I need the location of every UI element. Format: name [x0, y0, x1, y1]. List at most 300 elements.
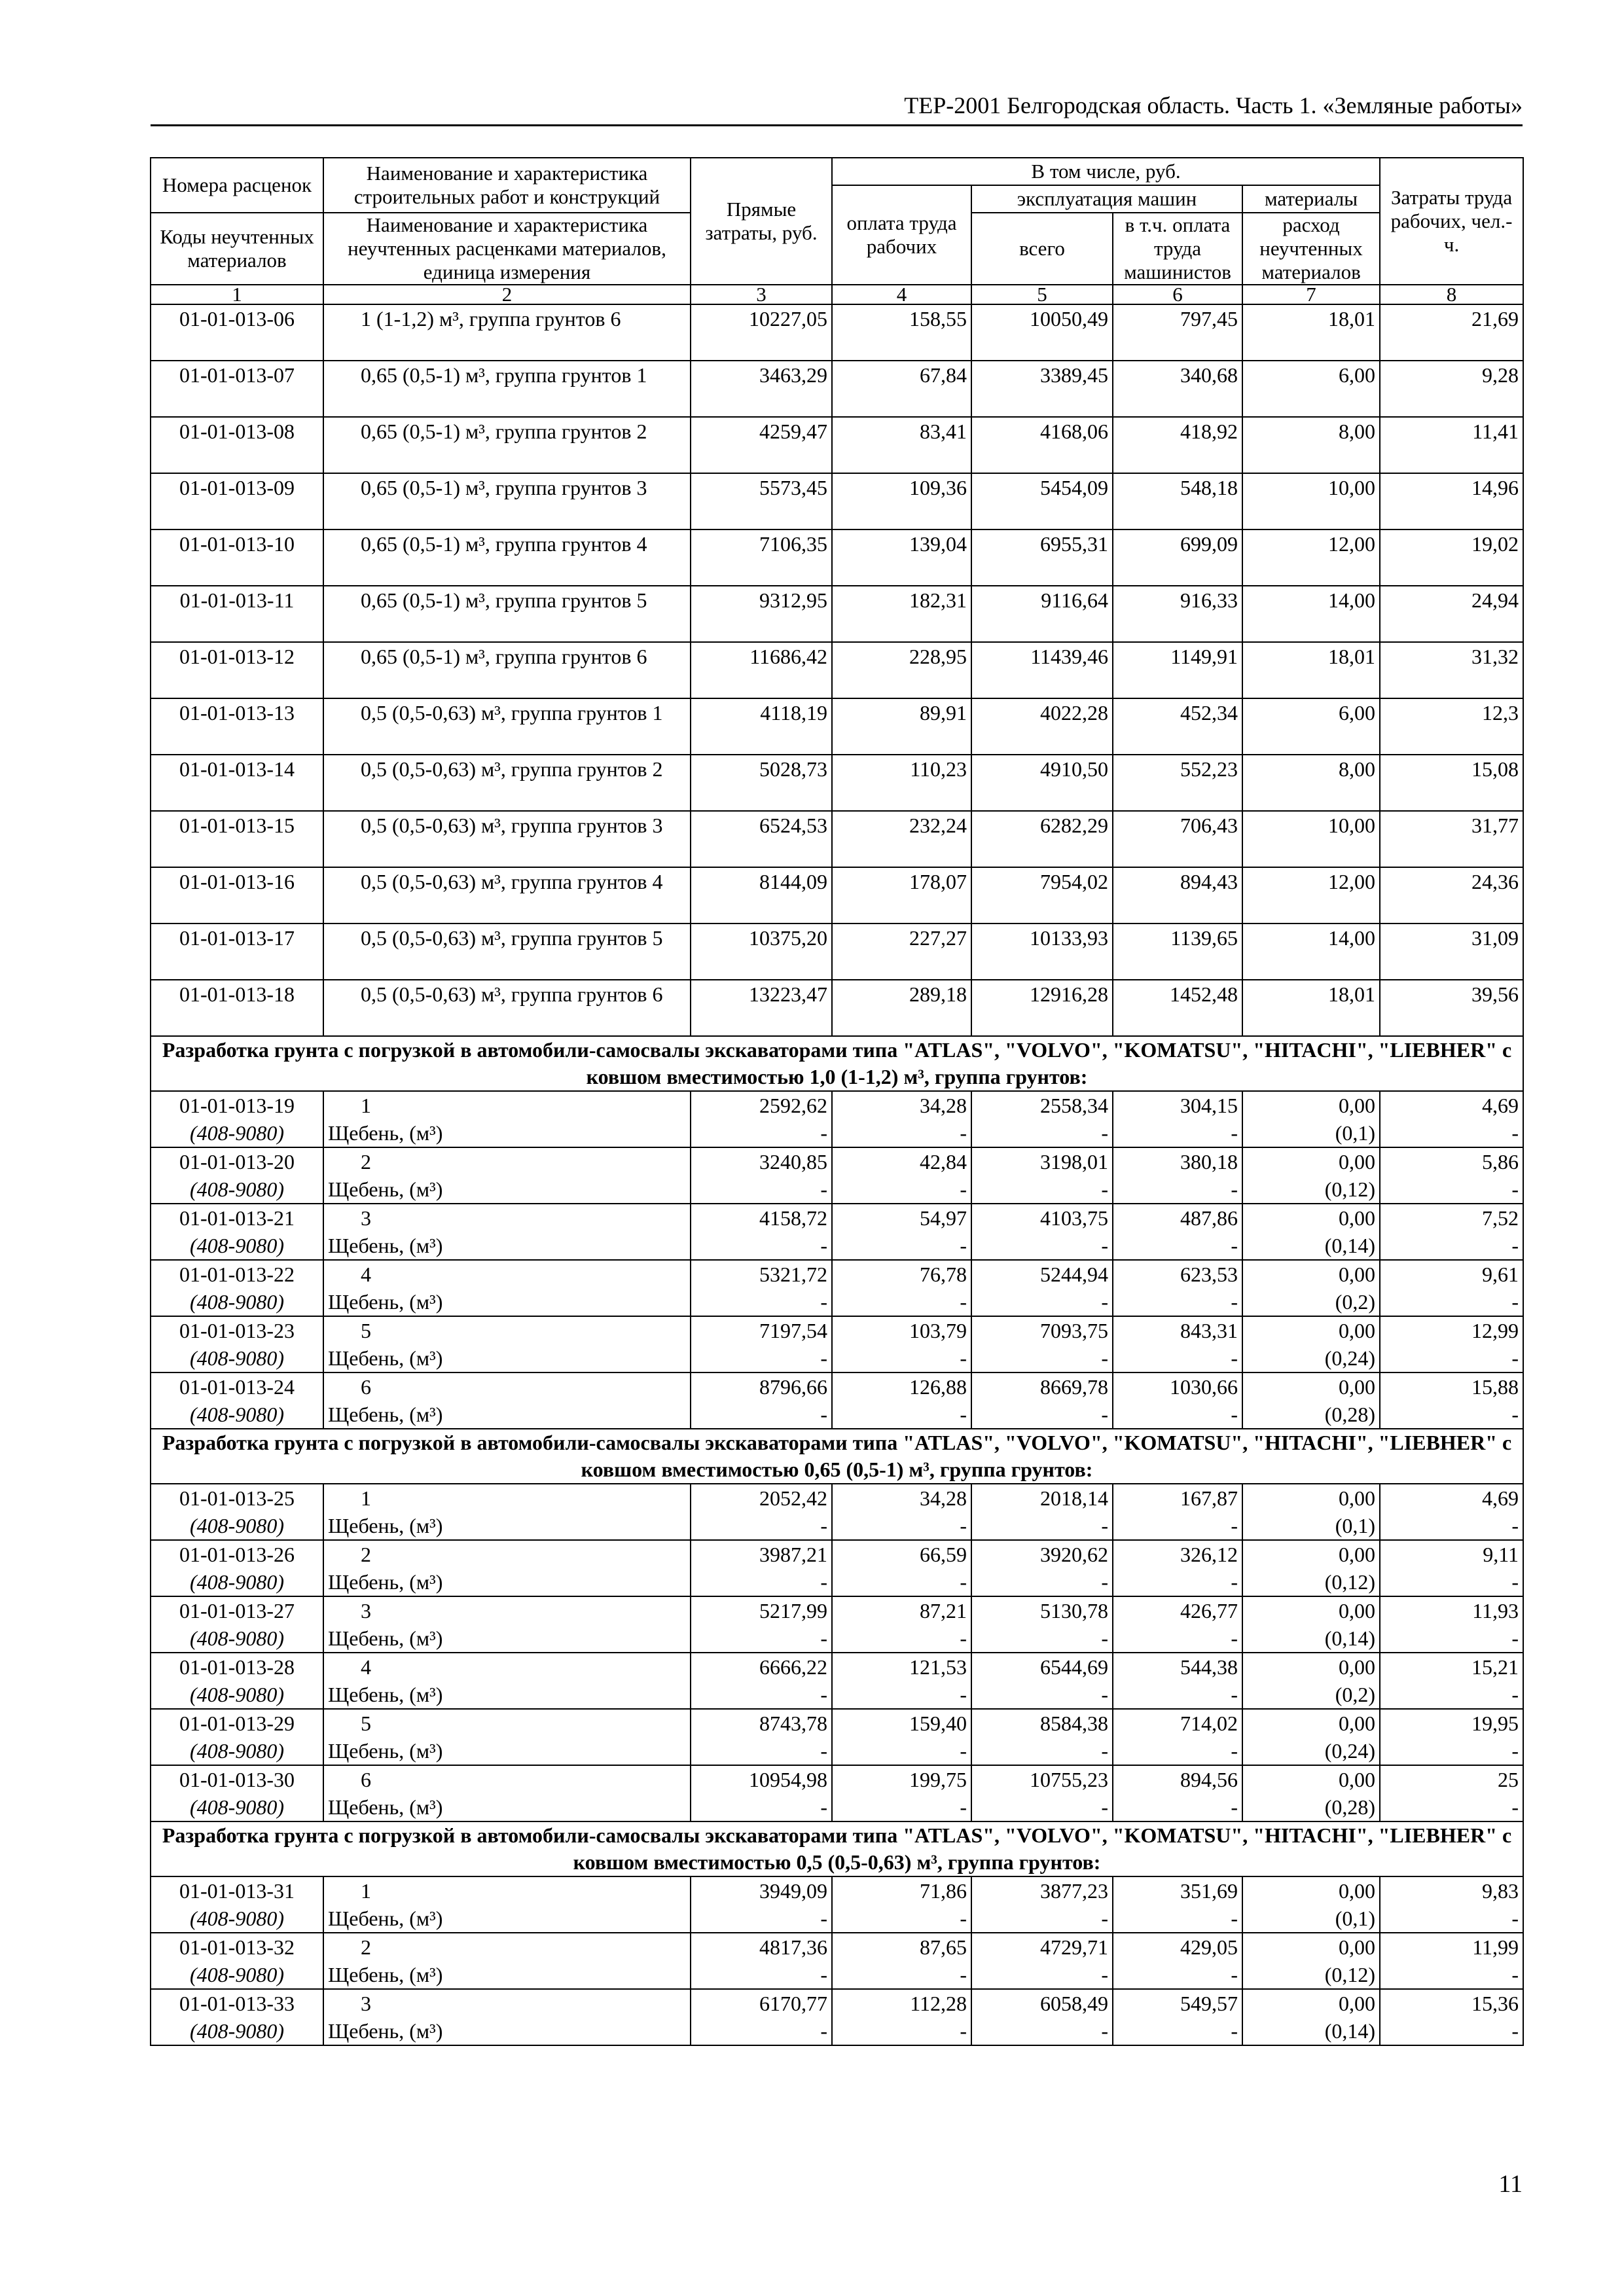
machine-total-cell	[971, 1876, 1113, 1933]
work-name: 0,5 (0,5-0,63) м³, группа грунтов 4	[323, 867, 691, 924]
machine-total: 10133,93	[971, 924, 1113, 980]
rate-code: 01-01-013-30	[179, 1768, 295, 1791]
table-row	[151, 755, 1523, 811]
table-row	[151, 417, 1523, 473]
material-direct: -	[820, 2019, 827, 2043]
materials-cell	[1242, 1933, 1380, 1989]
material-direct: -	[820, 1795, 827, 1819]
material-code: (408-9080)	[190, 1963, 284, 1986]
labor-costs: 9,61	[1482, 1263, 1519, 1286]
worker-pay-cell	[832, 1484, 971, 1540]
table-row	[151, 1147, 1523, 1204]
rate-code-cell	[151, 1484, 323, 1540]
material-mach: -	[1101, 1907, 1108, 1930]
direct-costs: 13223,47	[691, 980, 832, 1036]
machinist-pay: 916,33	[1113, 586, 1242, 642]
worker-pay: 89,91	[832, 698, 971, 755]
material-machpay: -	[1231, 1290, 1238, 1314]
material-name: Щебень, (м³)	[328, 1963, 443, 1986]
materials: 8,00	[1242, 755, 1380, 811]
materials: 14,00	[1242, 586, 1380, 642]
machinist-pay: 1139,65	[1113, 924, 1242, 980]
rate-code: 01-01-013-18	[151, 980, 323, 1036]
material-consumption: (0,12)	[1324, 1177, 1376, 1201]
labor-costs: 14,96	[1380, 473, 1523, 529]
section-title: Разработка грунта с погрузкой в автомобили-самосвалы экскаваторами типа "ATLAS", "VOLVO", "KOMATSU", "HITACHI", "LIEBHER" с ковшом вместимостью 0,5 (0,5-0,63) м³, группа грунтов:	[151, 1821, 1523, 1876]
material-mach: -	[1101, 1290, 1108, 1314]
material-mach: -	[1101, 1121, 1108, 1145]
work-name: 0,65 (0,5-1) м³, группа грунтов 6	[323, 642, 691, 698]
machine-total-cell	[971, 1316, 1113, 1372]
table-row	[151, 1260, 1523, 1316]
rate-code: 01-01-013-29	[179, 1712, 295, 1735]
work-name: 0,65 (0,5-1) м³, группа грунтов 5	[323, 586, 691, 642]
labor-costs: 31,77	[1380, 811, 1523, 867]
material-name: Щебень, (м³)	[328, 1346, 443, 1370]
material-pay: -	[960, 1514, 967, 1537]
worker-pay: 71,86	[920, 1879, 967, 1903]
direct-costs: 4817,36	[759, 1935, 827, 1959]
material-direct: -	[820, 1234, 827, 1257]
material-machpay: -	[1231, 1683, 1238, 1706]
work-name: 0,5 (0,5-0,63) м³, группа грунтов 2	[323, 755, 691, 811]
worker-pay: 34,28	[920, 1094, 967, 1117]
material-mach: -	[1101, 1739, 1108, 1763]
machinist-pay-cell	[1113, 1316, 1242, 1372]
machinist-pay: 699,09	[1113, 529, 1242, 586]
work-name-cell	[323, 1876, 691, 1933]
direct-costs: 6524,53	[691, 811, 832, 867]
rate-code-cell	[151, 1204, 323, 1260]
material-pay: -	[960, 1795, 967, 1819]
materials-cell	[1242, 1876, 1380, 1933]
rate-code-cell	[151, 1372, 323, 1429]
work-name-cell	[323, 1147, 691, 1204]
machinist-pay-cell	[1113, 1147, 1242, 1204]
machinist-pay-cell	[1113, 1653, 1242, 1709]
rate-code-cell	[151, 1147, 323, 1204]
table-row	[151, 811, 1523, 867]
section-title: Разработка грунта с погрузкой в автомобили-самосвалы экскаваторами типа "ATLAS", "VOLVO", "KOMATSU", "HITACHI", "LIEBHER" с ковшом вместимостью 0,65 (0,5-1) м³, группа грунтов:	[151, 1429, 1523, 1484]
rate-code: 01-01-013-31	[179, 1879, 295, 1903]
machine-total: 6282,29	[971, 811, 1113, 867]
page-number: 11	[1498, 2170, 1523, 2198]
machinist-pay-cell	[1113, 1091, 1242, 1147]
work-name-cell	[323, 1484, 691, 1540]
machine-total-cell	[971, 1709, 1113, 1765]
material-code: (408-9080)	[190, 1346, 284, 1370]
labor-costs: 12,99	[1471, 1319, 1519, 1342]
machinist-pay: 1149,91	[1113, 642, 1242, 698]
labor-costs: 19,95	[1471, 1712, 1519, 1735]
material-consumption: (0,28)	[1324, 1795, 1376, 1819]
machinist-pay-cell	[1113, 1765, 1242, 1821]
worker-pay-cell	[832, 1316, 971, 1372]
worker-pay: 76,78	[920, 1263, 967, 1286]
machinist-pay: 706,43	[1113, 811, 1242, 867]
section-row	[151, 1036, 1523, 1091]
material-direct: -	[820, 1514, 827, 1537]
work-name: 6	[361, 1375, 371, 1399]
table-row	[151, 698, 1523, 755]
material-direct: -	[820, 1570, 827, 1594]
machinist-pay: 340,68	[1113, 361, 1242, 417]
direct-costs-cell	[691, 1372, 832, 1429]
materials-cell	[1242, 1204, 1380, 1260]
labor-costs-cell	[1380, 1540, 1523, 1596]
table-row	[151, 1653, 1523, 1709]
column-number: 5	[971, 285, 1113, 304]
material-pay: -	[960, 1963, 967, 1986]
direct-costs-cell	[691, 1484, 832, 1540]
labor-costs-cell	[1380, 1989, 1523, 2045]
worker-pay-cell	[832, 1147, 971, 1204]
material-labor: -	[1511, 1177, 1519, 1201]
material-direct: -	[820, 1907, 827, 1930]
material-machpay: -	[1231, 1963, 1238, 1986]
machine-total-cell	[971, 1765, 1113, 1821]
rate-code-cell	[151, 1653, 323, 1709]
machinist-pay: 380,18	[1180, 1150, 1238, 1174]
labor-costs-cell	[1380, 1596, 1523, 1653]
table-header	[151, 158, 1523, 304]
direct-costs: 11686,42	[691, 642, 832, 698]
work-name: 3	[361, 1992, 371, 2015]
material-name: Щебень, (м³)	[328, 1514, 443, 1537]
material-name: Щебень, (м³)	[328, 1121, 443, 1145]
material-machpay: -	[1231, 1514, 1238, 1537]
work-name-cell	[323, 1933, 691, 1989]
machine-total: 6955,31	[971, 529, 1113, 586]
material-machpay: -	[1231, 1121, 1238, 1145]
material-labor: -	[1511, 1626, 1519, 1650]
direct-costs: 9312,95	[691, 586, 832, 642]
work-name-cell	[323, 1372, 691, 1429]
material-direct: -	[820, 1177, 827, 1201]
material-pay: -	[960, 1683, 967, 1706]
material-mach: -	[1101, 1570, 1108, 1594]
rate-code: 01-01-013-10	[151, 529, 323, 586]
direct-costs-cell	[691, 1596, 832, 1653]
machine-total: 3198,01	[1040, 1150, 1108, 1174]
work-name: 1	[361, 1486, 371, 1510]
materials-cell	[1242, 1765, 1380, 1821]
machinist-pay-cell	[1113, 1484, 1242, 1540]
materials: 0,00	[1339, 1655, 1376, 1679]
material-code: (408-9080)	[190, 1795, 284, 1819]
materials-cell	[1242, 1372, 1380, 1429]
worker-pay: 109,36	[832, 473, 971, 529]
work-name: 0,5 (0,5-0,63) м³, группа грунтов 6	[323, 980, 691, 1036]
worker-pay-cell	[832, 1204, 971, 1260]
worker-pay-cell	[832, 1765, 971, 1821]
labor-costs: 11,99	[1472, 1935, 1519, 1959]
rate-code: 01-01-013-13	[151, 698, 323, 755]
machine-total: 4910,50	[971, 755, 1113, 811]
worker-pay-cell	[832, 1653, 971, 1709]
work-name: 4	[361, 1655, 371, 1679]
material-pay: -	[960, 1121, 967, 1145]
labor-costs: 15,36	[1471, 1992, 1519, 2015]
direct-costs: 5573,45	[691, 473, 832, 529]
work-name-cell	[323, 1091, 691, 1147]
work-name: 4	[361, 1263, 371, 1286]
machinist-pay: 549,57	[1180, 1992, 1238, 2015]
material-pay: -	[960, 1290, 967, 1314]
worker-pay: 112,28	[910, 1992, 967, 2015]
material-name: Щебень, (м³)	[328, 1626, 443, 1650]
machinist-pay-cell	[1113, 1540, 1242, 1596]
material-consumption: (0,14)	[1324, 2019, 1376, 2043]
material-pay: -	[960, 2019, 967, 2043]
direct-costs: 3463,29	[691, 361, 832, 417]
table-row	[151, 1933, 1523, 1989]
machinist-pay: 304,15	[1180, 1094, 1238, 1117]
column-number: 3	[691, 285, 832, 304]
material-pay: -	[960, 1570, 967, 1594]
rate-code: 01-01-013-20	[179, 1150, 295, 1174]
materials: 0,00	[1339, 1768, 1376, 1791]
machine-total-cell	[971, 1596, 1113, 1653]
machine-total-cell	[971, 1147, 1113, 1204]
column-number: 6	[1113, 285, 1242, 304]
labor-costs-cell	[1380, 1372, 1523, 1429]
work-name: 0,65 (0,5-1) м³, группа грунтов 3	[323, 473, 691, 529]
direct-costs-cell	[691, 1091, 832, 1147]
table-row	[151, 1204, 1523, 1260]
rates-table	[150, 157, 1524, 2046]
rate-code-cell	[151, 1596, 323, 1653]
material-labor: -	[1511, 1346, 1519, 1370]
table-body	[151, 304, 1523, 2045]
material-name: Щебень, (м³)	[328, 1795, 443, 1819]
work-name: 0,65 (0,5-1) м³, группа грунтов 4	[323, 529, 691, 586]
rate-code: 01-01-013-23	[179, 1319, 295, 1342]
material-consumption: (0,24)	[1324, 1346, 1376, 1370]
materials-cell	[1242, 1091, 1380, 1147]
worker-pay: 87,65	[920, 1935, 967, 1959]
work-name-cell	[323, 1596, 691, 1653]
material-name: Щебень, (м³)	[328, 1403, 443, 1426]
machinist-pay: 894,43	[1113, 867, 1242, 924]
material-pay: -	[960, 1739, 967, 1763]
worker-pay: 66,59	[920, 1543, 967, 1566]
direct-costs: 5321,72	[759, 1263, 827, 1286]
material-pay: -	[960, 1626, 967, 1650]
materials-cell	[1242, 1653, 1380, 1709]
machine-total: 3877,23	[1040, 1879, 1108, 1903]
material-labor: -	[1511, 1121, 1519, 1145]
direct-costs: 2052,42	[759, 1486, 827, 1510]
rate-code: 01-01-013-06	[151, 304, 323, 361]
machinist-pay: 487,86	[1180, 1206, 1238, 1230]
work-name: 0,5 (0,5-0,63) м³, группа грунтов 5	[323, 924, 691, 980]
material-labor: -	[1511, 1514, 1519, 1537]
machine-total-cell	[971, 1540, 1113, 1596]
material-labor: -	[1511, 1907, 1519, 1930]
machine-total: 7954,02	[971, 867, 1113, 924]
materials-cell	[1242, 1596, 1380, 1653]
material-mach: -	[1101, 2019, 1108, 2043]
material-labor: -	[1511, 1739, 1519, 1763]
material-mach: -	[1101, 1795, 1108, 1819]
worker-pay-cell	[832, 1989, 971, 2045]
machine-total-cell	[971, 1260, 1113, 1316]
direct-costs-cell	[691, 1316, 832, 1372]
material-name: Щебень, (м³)	[328, 2019, 443, 2043]
material-direct: -	[820, 1346, 827, 1370]
machine-total-cell	[971, 1372, 1113, 1429]
materials: 0,00	[1339, 1375, 1376, 1399]
materials: 0,00	[1339, 1486, 1376, 1510]
direct-costs-cell	[691, 1147, 832, 1204]
materials: 18,01	[1242, 304, 1380, 361]
worker-pay: 126,88	[909, 1375, 967, 1399]
machine-total: 2018,14	[1040, 1486, 1108, 1510]
labor-costs: 9,11	[1483, 1543, 1519, 1566]
machinist-pay: 167,87	[1180, 1486, 1238, 1510]
machinist-pay: 351,69	[1180, 1879, 1238, 1903]
machine-total: 5130,78	[1040, 1599, 1108, 1623]
material-machpay: -	[1231, 1403, 1238, 1426]
header-direct-costs: Прямые затраты, руб.	[691, 158, 832, 285]
rate-code: 01-01-013-21	[179, 1206, 295, 1230]
section-row	[151, 1429, 1523, 1484]
worker-pay: 103,79	[909, 1319, 967, 1342]
material-mach: -	[1101, 1346, 1108, 1370]
material-labor: -	[1511, 1570, 1519, 1594]
worker-pay: 199,75	[909, 1768, 967, 1791]
labor-costs: 9,28	[1380, 361, 1523, 417]
machinist-pay-cell	[1113, 1876, 1242, 1933]
labor-costs: 4,69	[1482, 1094, 1519, 1117]
machine-total: 4729,71	[1040, 1935, 1108, 1959]
worker-pay-cell	[832, 1933, 971, 1989]
direct-costs: 7106,35	[691, 529, 832, 586]
material-consumption: (0,14)	[1324, 1234, 1376, 1257]
machine-total: 7093,75	[1040, 1319, 1108, 1342]
material-consumption: (0,28)	[1324, 1403, 1376, 1426]
work-name: 1	[361, 1879, 371, 1903]
materials: 0,00	[1339, 1150, 1376, 1174]
worker-pay: 139,04	[832, 529, 971, 586]
worker-pay: 289,18	[832, 980, 971, 1036]
direct-costs: 8144,09	[691, 867, 832, 924]
materials-cell	[1242, 1540, 1380, 1596]
labor-costs: 15,88	[1471, 1375, 1519, 1399]
header-worker-pay: оплата труда рабочих	[832, 185, 971, 285]
material-mach: -	[1101, 1403, 1108, 1426]
column-number: 4	[832, 285, 971, 304]
direct-costs: 8796,66	[759, 1375, 827, 1399]
table-row	[151, 361, 1523, 417]
work-name: 0,65 (0,5-1) м³, группа грунтов 1	[323, 361, 691, 417]
direct-costs: 3240,85	[759, 1150, 827, 1174]
machine-total-cell	[971, 1653, 1113, 1709]
direct-costs: 5217,99	[759, 1599, 827, 1623]
machine-total-cell	[971, 1091, 1113, 1147]
material-code: (408-9080)	[190, 2019, 284, 2043]
table-row	[151, 1709, 1523, 1765]
direct-costs: 8743,78	[759, 1712, 827, 1735]
machine-total: 11439,46	[971, 642, 1113, 698]
material-consumption: (0,12)	[1324, 1570, 1376, 1594]
materials: 12,00	[1242, 867, 1380, 924]
material-name: Щебень, (м³)	[328, 1570, 443, 1594]
machine-total-cell	[971, 1989, 1113, 2045]
labor-costs: 12,3	[1380, 698, 1523, 755]
labor-costs-cell	[1380, 1260, 1523, 1316]
section-title: Разработка грунта с погрузкой в автомобили-самосвалы экскаваторами типа "ATLAS", "VOLVO", "KOMATSU", "HITACHI", "LIEBHER" с ковшом вместимостью 1,0 (1-1,2) м³, группа грунтов:	[151, 1036, 1523, 1091]
worker-pay-cell	[832, 1540, 971, 1596]
machine-total: 3920,62	[1040, 1543, 1108, 1566]
machine-total: 6058,49	[1040, 1992, 1108, 2015]
labor-costs: 24,36	[1380, 867, 1523, 924]
labor-costs-cell	[1380, 1933, 1523, 1989]
material-code: (408-9080)	[190, 1739, 284, 1763]
material-machpay: -	[1231, 1739, 1238, 1763]
materials-cell	[1242, 1484, 1380, 1540]
material-mach: -	[1101, 1177, 1108, 1201]
material-pay: -	[960, 1403, 967, 1426]
machinist-pay: 548,18	[1113, 473, 1242, 529]
direct-costs: 4158,72	[759, 1206, 827, 1230]
rate-code-cell	[151, 1765, 323, 1821]
machinist-pay: 894,56	[1180, 1768, 1238, 1791]
direct-costs: 10227,05	[691, 304, 832, 361]
materials: 6,00	[1242, 361, 1380, 417]
machine-total: 12916,28	[971, 980, 1113, 1036]
material-code: (408-9080)	[190, 1570, 284, 1594]
work-name: 3	[361, 1599, 371, 1623]
worker-pay: 83,41	[832, 417, 971, 473]
materials: 0,00	[1339, 1935, 1376, 1959]
materials-cell	[1242, 1260, 1380, 1316]
material-name: Щебень, (м³)	[328, 1739, 443, 1763]
work-name-cell	[323, 1709, 691, 1765]
work-name: 1	[361, 1094, 371, 1117]
worker-pay-cell	[832, 1596, 971, 1653]
direct-costs-cell	[691, 1540, 832, 1596]
worker-pay: 121,53	[909, 1655, 967, 1679]
material-consumption: (0,1)	[1335, 1121, 1376, 1145]
material-labor: -	[1511, 2019, 1519, 2043]
material-direct: -	[820, 1739, 827, 1763]
material-machpay: -	[1231, 1177, 1238, 1201]
materials: 8,00	[1242, 417, 1380, 473]
machine-total: 2558,34	[1040, 1094, 1108, 1117]
header-machinist-pay: в т.ч. оплата труда машинистов	[1113, 213, 1242, 285]
machinist-pay: 1452,48	[1113, 980, 1242, 1036]
labor-costs-cell	[1380, 1147, 1523, 1204]
material-consumption: (0,2)	[1335, 1290, 1376, 1314]
rate-code-cell	[151, 1709, 323, 1765]
material-labor: -	[1511, 1795, 1519, 1819]
header-labor-costs: Затраты труда рабочих, чел.-ч.	[1380, 158, 1523, 285]
work-name-cell	[323, 1316, 691, 1372]
machinist-pay: 326,12	[1180, 1543, 1238, 1566]
rate-code-cell	[151, 1876, 323, 1933]
table-row	[151, 642, 1523, 698]
work-name: 0,65 (0,5-1) м³, группа грунтов 2	[323, 417, 691, 473]
machine-total: 4168,06	[971, 417, 1113, 473]
rate-code: 01-01-013-14	[151, 755, 323, 811]
work-name: 0,5 (0,5-0,63) м³, группа грунтов 1	[323, 698, 691, 755]
worker-pay: 42,84	[920, 1150, 967, 1174]
material-code: (408-9080)	[190, 1683, 284, 1706]
machinist-pay-cell	[1113, 1260, 1242, 1316]
material-direct: -	[820, 1121, 827, 1145]
